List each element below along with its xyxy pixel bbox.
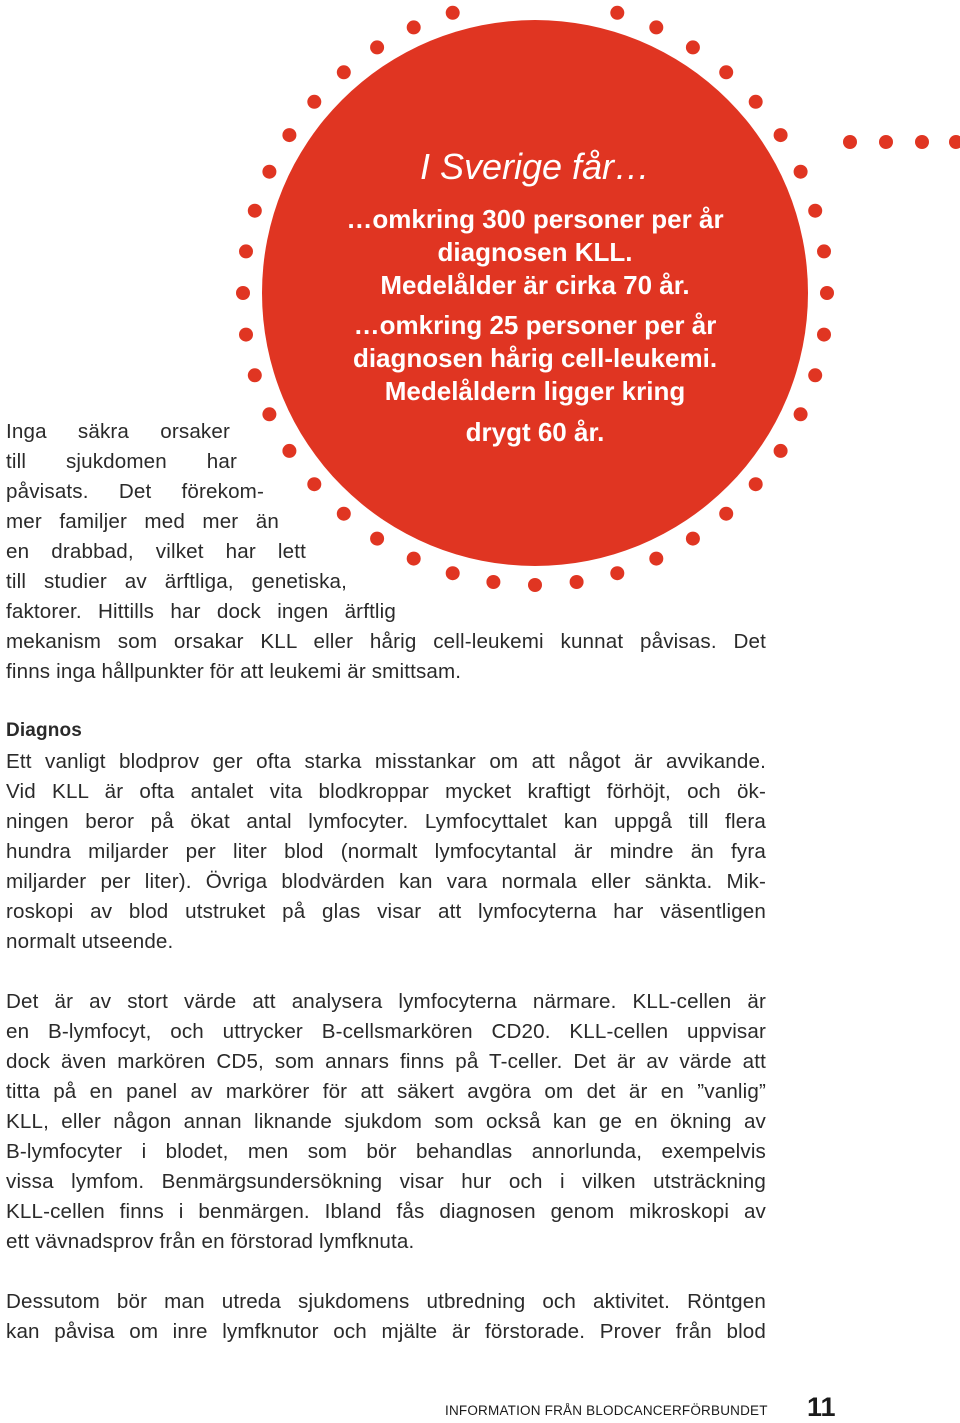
p2-line-8: KLL-cellen finns i benmärgen. Ibland fås diagnosen genom mikroskopi av — [6, 1200, 766, 1223]
ring-dot — [407, 20, 421, 34]
ring-dot — [486, 575, 500, 589]
p2-line-6: B-lymfocyter i blodet, men som bör behandlas annorlunda, exempelvis — [6, 1140, 766, 1163]
ring-dot — [262, 407, 276, 421]
ring-dot — [236, 286, 250, 300]
edge-dot — [879, 135, 893, 149]
ring-dot — [262, 165, 276, 179]
intro-line-4: mer familjer med mer än — [6, 510, 279, 533]
p1-line-3: ningen beror på ökat antal lymfocyter. Lymfocyttalet kan uppgå till flera — [6, 810, 766, 833]
ring-dot — [282, 128, 296, 142]
bubble-line-3: Medelålder är cirka 70 år. — [380, 270, 690, 300]
ring-dot — [820, 286, 834, 300]
ring-dot — [817, 244, 831, 258]
ring-dot — [610, 6, 624, 20]
intro-line-9: finns inga hållpunkter för att leukemi är smittsam. — [6, 660, 462, 683]
p2-line-5: KLL, eller någon annan liknande sjukdom som också kan ge en ökning av — [6, 1110, 766, 1133]
bubble-line-7: drygt 60 år. — [465, 417, 605, 447]
ring-dot — [774, 128, 788, 142]
ring-dot — [446, 6, 460, 20]
edge-dot — [915, 135, 929, 149]
page-number: 11 — [807, 1392, 836, 1422]
p3-line-2: kan påvisa om inre lymfknutor och mjälte är förstorade. Prover från blod — [6, 1320, 766, 1343]
p1-line-2: Vid KLL är ofta antalet vita blodkroppar mycket kraftigt förhöjt, och ök- — [6, 780, 766, 803]
ring-dot — [610, 566, 624, 580]
edge-dot — [843, 135, 857, 149]
ring-dot — [794, 165, 808, 179]
intro-line-1: Inga säkra orsaker — [6, 420, 230, 443]
ring-dot — [282, 444, 296, 458]
section-heading: Diagnos — [6, 720, 83, 741]
ring-dot — [370, 40, 384, 54]
intro-line-7: faktorer. Hittills har dock ingen ärftlig — [6, 600, 396, 623]
ring-dot — [749, 477, 763, 491]
bubble-line-1: …omkring 300 personer per år — [346, 204, 724, 234]
p2-line-4: titta på en panel av markörer för att säkert avgöra om det är en ”vanlig” — [6, 1080, 766, 1103]
ring-dot — [686, 40, 700, 54]
ring-dot — [248, 368, 262, 382]
intro-line-6: till studier av ärftliga, genetiska, — [6, 570, 347, 593]
ring-dot — [407, 552, 421, 566]
edge-dot — [949, 135, 960, 149]
ring-dot — [528, 578, 542, 592]
ring-dot — [570, 575, 584, 589]
ring-dot — [686, 532, 700, 546]
ring-dot — [649, 20, 663, 34]
intro-line-5: en drabbad, vilket har lett — [6, 540, 306, 563]
ring-dot — [719, 65, 733, 79]
p2-line-2: en B-lymfocyt, och uttrycker B-cellsmarkören CD20. KLL-cellen uppvisar — [6, 1020, 766, 1043]
ring-dot — [239, 328, 253, 342]
p1-line-5: miljarder per liter). Övriga blodvärden kan vara normala eller sänkta. Mik- — [6, 870, 766, 893]
ring-dot — [307, 477, 321, 491]
ring-dot — [719, 507, 733, 521]
ring-dot — [337, 65, 351, 79]
p2-line-7: vissa lymfom. Benmärgsundersökning visar hur och i vilken utsträckning — [6, 1170, 766, 1193]
intro-line-2: till sjukdomen har — [6, 450, 237, 473]
ring-dot — [817, 328, 831, 342]
ring-dot — [808, 368, 822, 382]
ring-dot — [337, 507, 351, 521]
ring-dot — [749, 95, 763, 109]
ring-dot — [307, 95, 321, 109]
bubble-line-6: Medelåldern ligger kring — [384, 376, 686, 406]
ring-dot — [239, 244, 253, 258]
p1-line-4: hundra miljarder per liter blod (normalt lymfocytantal är mindre än fyra — [6, 840, 766, 863]
ring-dot — [774, 444, 788, 458]
ring-dot — [649, 552, 663, 566]
p1-line-7: normalt utseende. — [6, 930, 174, 953]
bubble-line-5: diagnosen hårig cell-leukemi. — [352, 343, 718, 373]
intro-line-8: mekanism som orsakar KLL eller hårig cell-leukemi kunnat påvisas. Det — [6, 630, 766, 653]
p1-line-1: Ett vanligt blodprov ger ofta starka misstankar om att något är avvikande. — [6, 750, 766, 773]
ring-dot — [248, 204, 262, 218]
bubble-title: I Sverige får… — [419, 146, 651, 187]
bubble-line-4: …omkring 25 personer per år — [353, 310, 717, 340]
p2-line-1: Det är av stort värde att analysera lymfocyterna närmare. KLL-cellen är — [6, 990, 766, 1013]
intro-line-3: påvisats. Det förekom- — [6, 480, 264, 503]
ring-dot — [808, 204, 822, 218]
p2-line-3: dock även markören CD5, som annars finns på T-celler. Det är av värde att — [6, 1050, 766, 1073]
ring-dot — [446, 566, 460, 580]
p1-line-6: roskopi av blod utstruket på glas visar att lymfocyterna har väsentligen — [6, 900, 766, 923]
p3-line-1: Dessutom bör man utreda sjukdomens utbredning och aktivitet. Röntgen — [6, 1290, 766, 1313]
ring-dot — [370, 532, 384, 546]
footer-label: INFORMATION FRÅN BLODCANCERFÖRBUNDET — [445, 1403, 768, 1418]
p2-line-9: ett vävnadsprov från en förstorad lymfknuta. — [6, 1230, 415, 1253]
bubble-line-2: diagnosen KLL. — [437, 237, 633, 267]
edge-dots — [843, 135, 960, 149]
ring-dot — [794, 407, 808, 421]
